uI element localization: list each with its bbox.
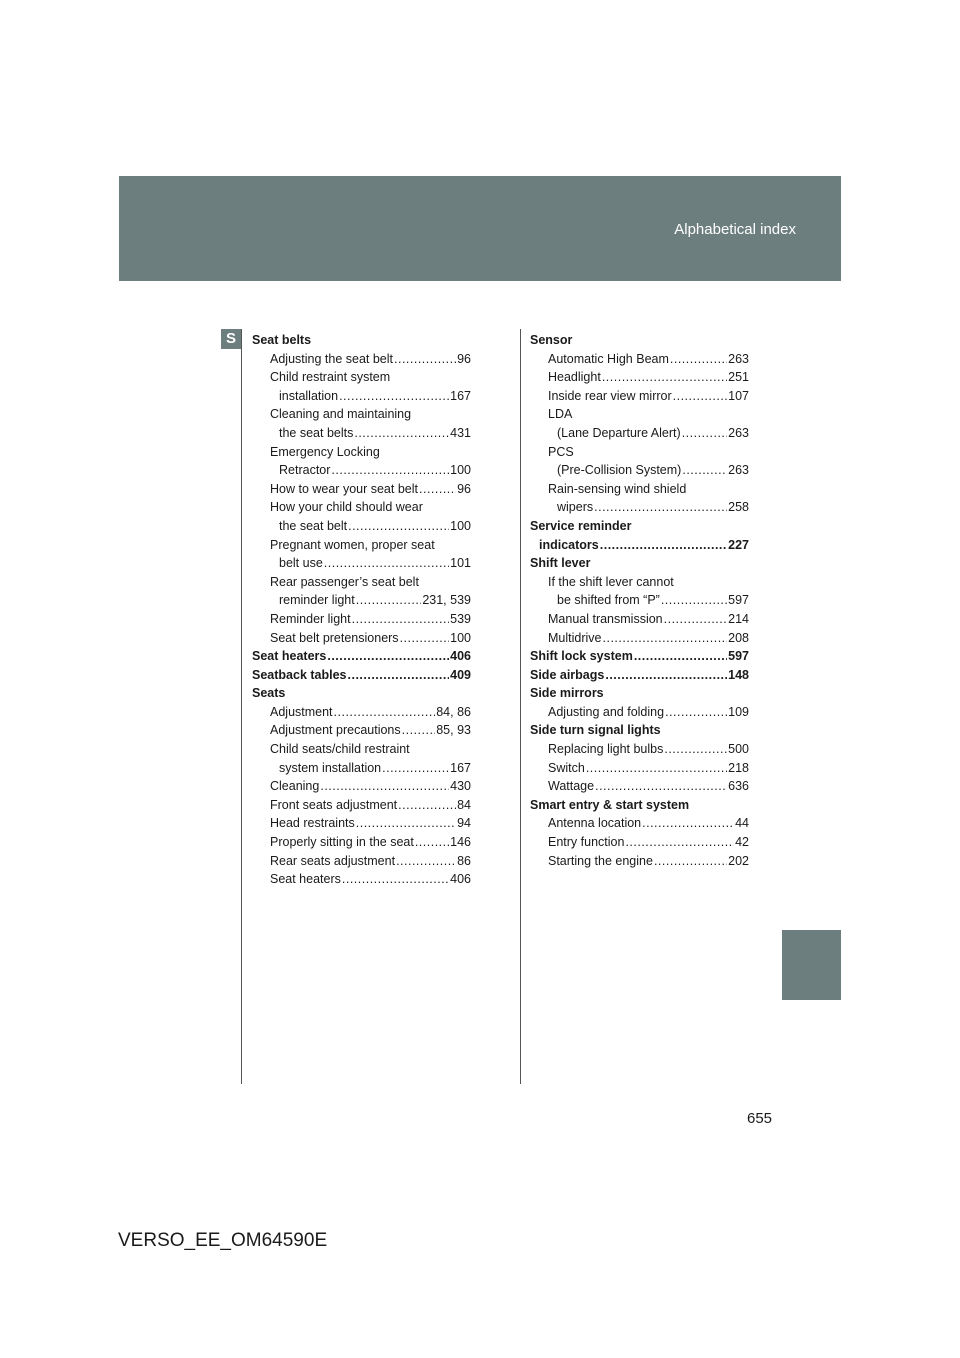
- index-entry-text: installation: [279, 388, 339, 403]
- index-entry-text: Headlight: [548, 370, 601, 385]
- index-entry-text: Service reminder: [530, 518, 632, 533]
- index-entry: [530, 480, 749, 499]
- dot-leader: [594, 498, 727, 517]
- index-entry-page: 86: [457, 853, 471, 868]
- index-entry: [530, 796, 749, 815]
- index-entry: [252, 480, 471, 499]
- index-entry-page: 146: [450, 835, 471, 850]
- index-entry-page: 214: [728, 611, 749, 626]
- index-entry: [252, 796, 471, 815]
- index-entry: [530, 852, 749, 871]
- index-entry-page: 406: [450, 872, 471, 887]
- dot-leader: [664, 740, 727, 759]
- index-entry-text: Head restraints: [270, 816, 355, 831]
- index-entry-text: Emergency Locking: [270, 444, 380, 459]
- index-entry: [252, 684, 471, 703]
- index-entry-text: be shifted from “P”: [557, 593, 660, 608]
- column-divider-middle: [520, 329, 521, 1084]
- dot-leader: [673, 387, 728, 406]
- header-band: [119, 176, 841, 281]
- index-entry-text: Side turn signal lights: [530, 723, 661, 738]
- index-entry-text: Side mirrors: [530, 686, 604, 701]
- index-entry-text: Child restraint system: [270, 370, 391, 385]
- index-entry: [530, 517, 749, 536]
- index-entry: [252, 498, 471, 517]
- dot-leader: [354, 424, 449, 443]
- dot-leader: [634, 647, 727, 666]
- dot-leader: [664, 610, 728, 629]
- index-entry: [252, 554, 471, 573]
- index-column-left: [252, 331, 471, 889]
- dot-leader: [661, 591, 727, 610]
- index-entry: [252, 759, 471, 778]
- dot-leader: [342, 870, 449, 889]
- index-entry-page: 409: [450, 667, 471, 682]
- dot-leader: [400, 629, 450, 648]
- index-entry: [252, 721, 471, 740]
- index-entry-page: 263: [728, 463, 749, 478]
- index-entry-text: LDA: [548, 407, 573, 422]
- index-entry-page: 258: [728, 500, 749, 515]
- index-entry-page: 208: [728, 630, 749, 645]
- dot-leader: [398, 796, 456, 815]
- index-entry: [252, 666, 471, 685]
- index-entry-text: Entry function: [548, 835, 625, 850]
- index-entry: [530, 591, 749, 610]
- index-entry-text: Adjusting the seat belt: [270, 351, 393, 366]
- index-entry-page: 101: [450, 556, 471, 571]
- index-entry-text: wipers: [557, 500, 594, 515]
- index-entry: [530, 554, 749, 573]
- index-entry-page: 597: [728, 593, 749, 608]
- index-entry-page: 406: [450, 649, 471, 664]
- index-entry-text: If the shift lever cannot: [548, 574, 674, 589]
- index-entry-text: belt use: [279, 556, 323, 571]
- index-entry-page: 263: [728, 425, 749, 440]
- dot-leader: [654, 852, 727, 871]
- index-entry-text: indicators: [539, 537, 599, 552]
- index-entry: [252, 331, 471, 350]
- index-entry: [252, 870, 471, 889]
- index-entry-text: system installation: [279, 760, 382, 775]
- index-entry: [252, 814, 471, 833]
- index-entry-text: Starting the engine: [548, 853, 653, 868]
- index-entry-text: Child seats/child restraint: [270, 742, 410, 757]
- index-entry-text: the seat belts: [279, 425, 354, 440]
- index-entry: [252, 443, 471, 462]
- index-entry-text: Shift lever: [530, 556, 591, 571]
- index-entry-text: Cleaning and maintaining: [270, 407, 412, 422]
- index-entry-page: 148: [728, 667, 749, 682]
- dot-leader: [320, 777, 449, 796]
- dot-leader: [396, 852, 456, 871]
- dot-leader: [348, 517, 449, 536]
- index-entry: [252, 833, 471, 852]
- index-entry: [252, 405, 471, 424]
- index-entry: [252, 740, 471, 759]
- index-entry-text: Properly sitting in the seat: [270, 835, 414, 850]
- index-entry: [252, 647, 471, 666]
- index-entry: [252, 517, 471, 536]
- index-entry-text: Retractor: [279, 463, 331, 478]
- dot-leader: [602, 368, 727, 387]
- index-entry: [530, 703, 749, 722]
- index-entry-text: PCS: [548, 444, 574, 459]
- index-entry-text: Side airbags: [530, 667, 605, 682]
- index-entry-text: (Lane Departure Alert): [557, 425, 681, 440]
- index-entry: [252, 536, 471, 555]
- index-entry-text: Rear passenger’s seat belt: [270, 574, 419, 589]
- index-entry-text: Seats: [252, 686, 286, 701]
- index-entry: [530, 684, 749, 703]
- index-entry-page: 167: [450, 388, 471, 403]
- index-entry: [252, 703, 471, 722]
- index-entry: [530, 405, 749, 424]
- index-entry: [252, 350, 471, 369]
- index-entry-page: 167: [450, 760, 471, 775]
- dot-leader: [600, 536, 727, 555]
- index-entry-text: Pregnant women, proper seat: [270, 537, 435, 552]
- dot-leader: [682, 461, 727, 480]
- index-entry-text: Inside rear view mirror: [548, 388, 672, 403]
- index-entry-text: Rain-sensing wind shield: [548, 481, 687, 496]
- index-entry-text: Front seats adjustment: [270, 797, 398, 812]
- index-entry-text: Seat belt pretensioners: [270, 630, 399, 645]
- index-entry: [530, 368, 749, 387]
- index-entry-text: Sensor: [530, 333, 573, 347]
- index-entry-text: Seat heaters: [252, 649, 327, 664]
- index-entry-text: Multidrive: [548, 630, 602, 645]
- index-entry: [530, 759, 749, 778]
- index-entry-page: 263: [728, 351, 749, 366]
- index-entry-page: 231, 539: [422, 593, 471, 608]
- index-entry: [530, 740, 749, 759]
- index-entry: [530, 721, 749, 740]
- index-entry: [252, 852, 471, 871]
- index-entry: [530, 498, 749, 517]
- index-entry-page: 96: [457, 481, 471, 496]
- dot-leader: [331, 461, 449, 480]
- index-entry: [252, 777, 471, 796]
- index-entry: [530, 443, 749, 462]
- dot-leader: [642, 814, 734, 833]
- index-entry-text: Adjustment precautions: [270, 723, 401, 738]
- index-entry-page: 431: [450, 425, 471, 440]
- dot-leader: [352, 610, 450, 629]
- index-entry-page: 96: [457, 351, 471, 366]
- index-entry-text: reminder light: [279, 593, 355, 608]
- index-entry: [252, 368, 471, 387]
- dot-leader: [382, 759, 449, 778]
- index-entry-page: 100: [450, 463, 471, 478]
- page-number: 655: [747, 1110, 773, 1127]
- index-entry: [252, 610, 471, 629]
- index-entry-page: 85, 93: [436, 723, 471, 738]
- index-entry: [252, 424, 471, 443]
- index-entry-page: 500: [728, 742, 749, 757]
- index-entry-text: How to wear your seat belt: [270, 481, 418, 496]
- index-entry: [530, 666, 749, 685]
- index-entry: [530, 610, 749, 629]
- dot-leader: [670, 350, 727, 369]
- index-entry: [530, 424, 749, 443]
- dot-leader: [415, 833, 449, 852]
- index-entry-text: Seatback tables: [252, 667, 347, 682]
- index-entry: [530, 461, 749, 480]
- index-entry: [252, 461, 471, 480]
- dot-leader: [665, 703, 727, 722]
- dot-leader: [356, 591, 422, 610]
- dot-leader: [327, 647, 449, 666]
- index-entry-text: Smart entry & start system: [530, 797, 690, 812]
- index-entry-text: Reminder light: [270, 611, 351, 626]
- index-entry-text: Replacing light bulbs: [548, 742, 664, 757]
- index-entry-text: Rear seats adjustment: [270, 853, 396, 868]
- index-entry-text: Manual transmission: [548, 611, 663, 626]
- dot-leader: [605, 666, 727, 685]
- dot-leader: [324, 554, 449, 573]
- column-divider-left: [241, 329, 242, 1084]
- index-entry: [530, 387, 749, 406]
- index-entry-text: Antenna location: [548, 816, 642, 831]
- dot-leader: [419, 480, 456, 499]
- index-entry-page: 94: [457, 816, 471, 831]
- index-entry-page: 100: [450, 518, 471, 533]
- index-entry-page: 84: [457, 797, 471, 812]
- index-entry: [530, 647, 749, 666]
- index-entry-text: Wattage: [548, 779, 595, 794]
- index-entry-page: 100: [450, 630, 471, 645]
- index-entry-text: (Pre-Collision System): [557, 463, 682, 478]
- index-entry: [252, 387, 471, 406]
- index-entry-page: 42: [735, 835, 749, 850]
- index-entry-text: Switch: [548, 760, 585, 775]
- letter-tab: S: [221, 329, 241, 349]
- section-side-tab: [782, 930, 841, 1000]
- index-entry-page: 107: [728, 388, 749, 403]
- index-entry-page: 597: [728, 649, 749, 664]
- dot-leader: [339, 387, 449, 406]
- dot-leader: [595, 777, 727, 796]
- index-entry: [530, 629, 749, 648]
- dot-leader: [394, 350, 456, 369]
- index-entry-page: 84, 86: [436, 704, 471, 719]
- index-entry-page: 202: [728, 853, 749, 868]
- index-entry: [530, 573, 749, 592]
- dot-leader: [334, 703, 436, 722]
- index-entry-page: 636: [728, 779, 749, 794]
- header-title: Alphabetical index: [674, 221, 796, 238]
- index-entry: [530, 536, 749, 555]
- index-entry: [252, 591, 471, 610]
- index-entry-text: Seat belts: [252, 333, 312, 347]
- index-entry: [252, 629, 471, 648]
- dot-leader: [402, 721, 436, 740]
- index-entry-page: 109: [728, 704, 749, 719]
- index-entry-page: 227: [728, 537, 749, 552]
- index-entry: [530, 350, 749, 369]
- index-entry-text: Automatic High Beam: [548, 351, 669, 366]
- index-entry: [252, 573, 471, 592]
- index-entry-page: 218: [728, 760, 749, 775]
- index-entry: [530, 331, 749, 350]
- index-entry-text: How your child should wear: [270, 500, 423, 515]
- dot-leader: [682, 424, 727, 443]
- index-entry-page: 430: [450, 779, 471, 794]
- dot-leader: [625, 833, 734, 852]
- dot-leader: [348, 666, 450, 685]
- index-entry-text: the seat belt: [279, 518, 348, 533]
- dot-leader: [586, 759, 727, 778]
- index-entry-text: Adjusting and folding: [548, 704, 665, 719]
- dot-leader: [356, 814, 456, 833]
- index-entry-text: Seat heaters: [270, 872, 341, 887]
- index-entry-text: Shift lock system: [530, 649, 633, 664]
- index-entry: [530, 833, 749, 852]
- index-entry: [530, 814, 749, 833]
- index-column-right: [530, 331, 749, 870]
- index-entry: [530, 777, 749, 796]
- index-entry-page: 539: [450, 611, 471, 626]
- dot-leader: [603, 629, 728, 648]
- index-entry-text: Adjustment: [270, 704, 333, 719]
- index-entry-page: 44: [735, 816, 749, 831]
- index-entry-page: 251: [728, 370, 749, 385]
- index-entry-text: Cleaning: [270, 779, 320, 794]
- document-code: VERSO_EE_OM64590E: [118, 1230, 328, 1251]
